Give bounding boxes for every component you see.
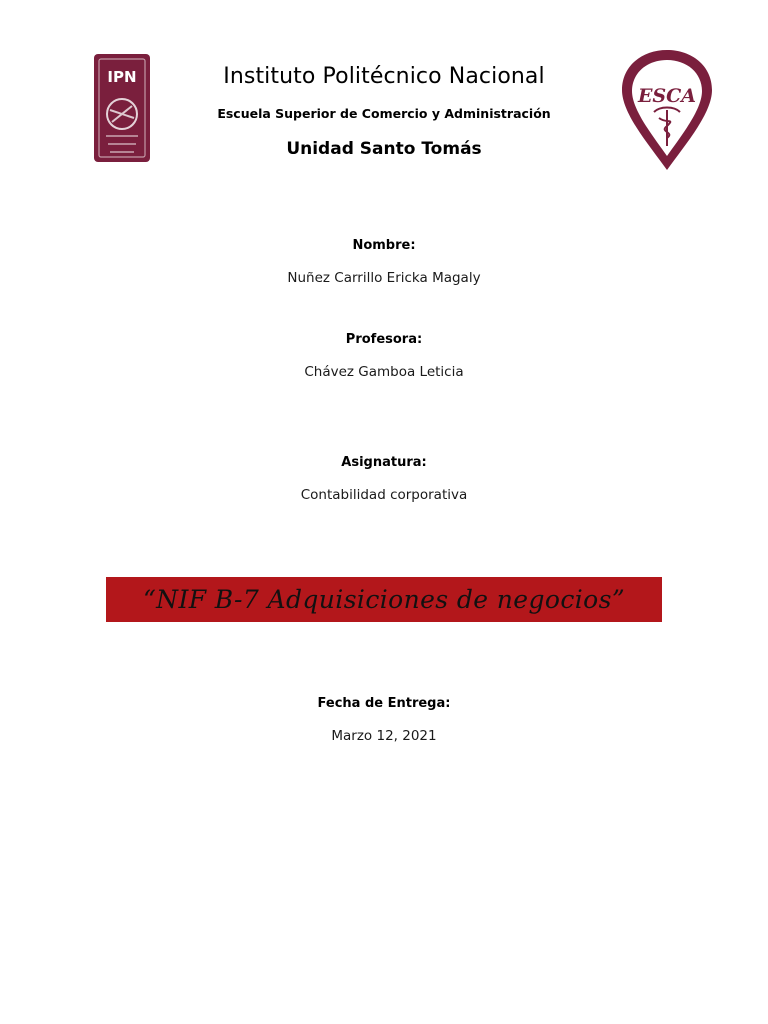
nombre-label: Nombre: [352, 238, 416, 253]
fecha-value: Marzo 12, 2021 [331, 728, 437, 744]
ipn-emblem-icon [88, 48, 156, 168]
header [160, 60, 608, 162]
asignatura-label: Asignatura: [341, 455, 427, 470]
unit-name: Unidad Santo Tomás [286, 139, 482, 159]
title-banner [106, 577, 662, 622]
esca-logo [618, 46, 716, 174]
esca-shield-icon [618, 46, 716, 174]
nombre-value: Nuñez Carrillo Ericka Magaly [287, 270, 481, 286]
ipn-logo [88, 48, 156, 168]
profesora-block [0, 331, 768, 381]
nombre-block [0, 237, 768, 287]
asignatura-value: Contabilidad corporativa [300, 487, 468, 503]
esca-logo-text: ESCA [637, 85, 697, 107]
fecha-label: Fecha de Entrega: [317, 696, 451, 711]
fecha-block [0, 695, 768, 745]
ipn-logo-text: IPN [107, 68, 137, 86]
institution-name: Instituto Politécnico Nacional [223, 64, 545, 89]
profesora-label: Profesora: [345, 332, 423, 347]
document-title: “NIF B-7 Adquisiciones de negocios” [142, 585, 626, 614]
profesora-value: Chávez Gamboa Leticia [304, 364, 464, 380]
asignatura-block [0, 454, 768, 504]
school-name: Escuela Superior de Comercio y Administración [217, 106, 551, 121]
